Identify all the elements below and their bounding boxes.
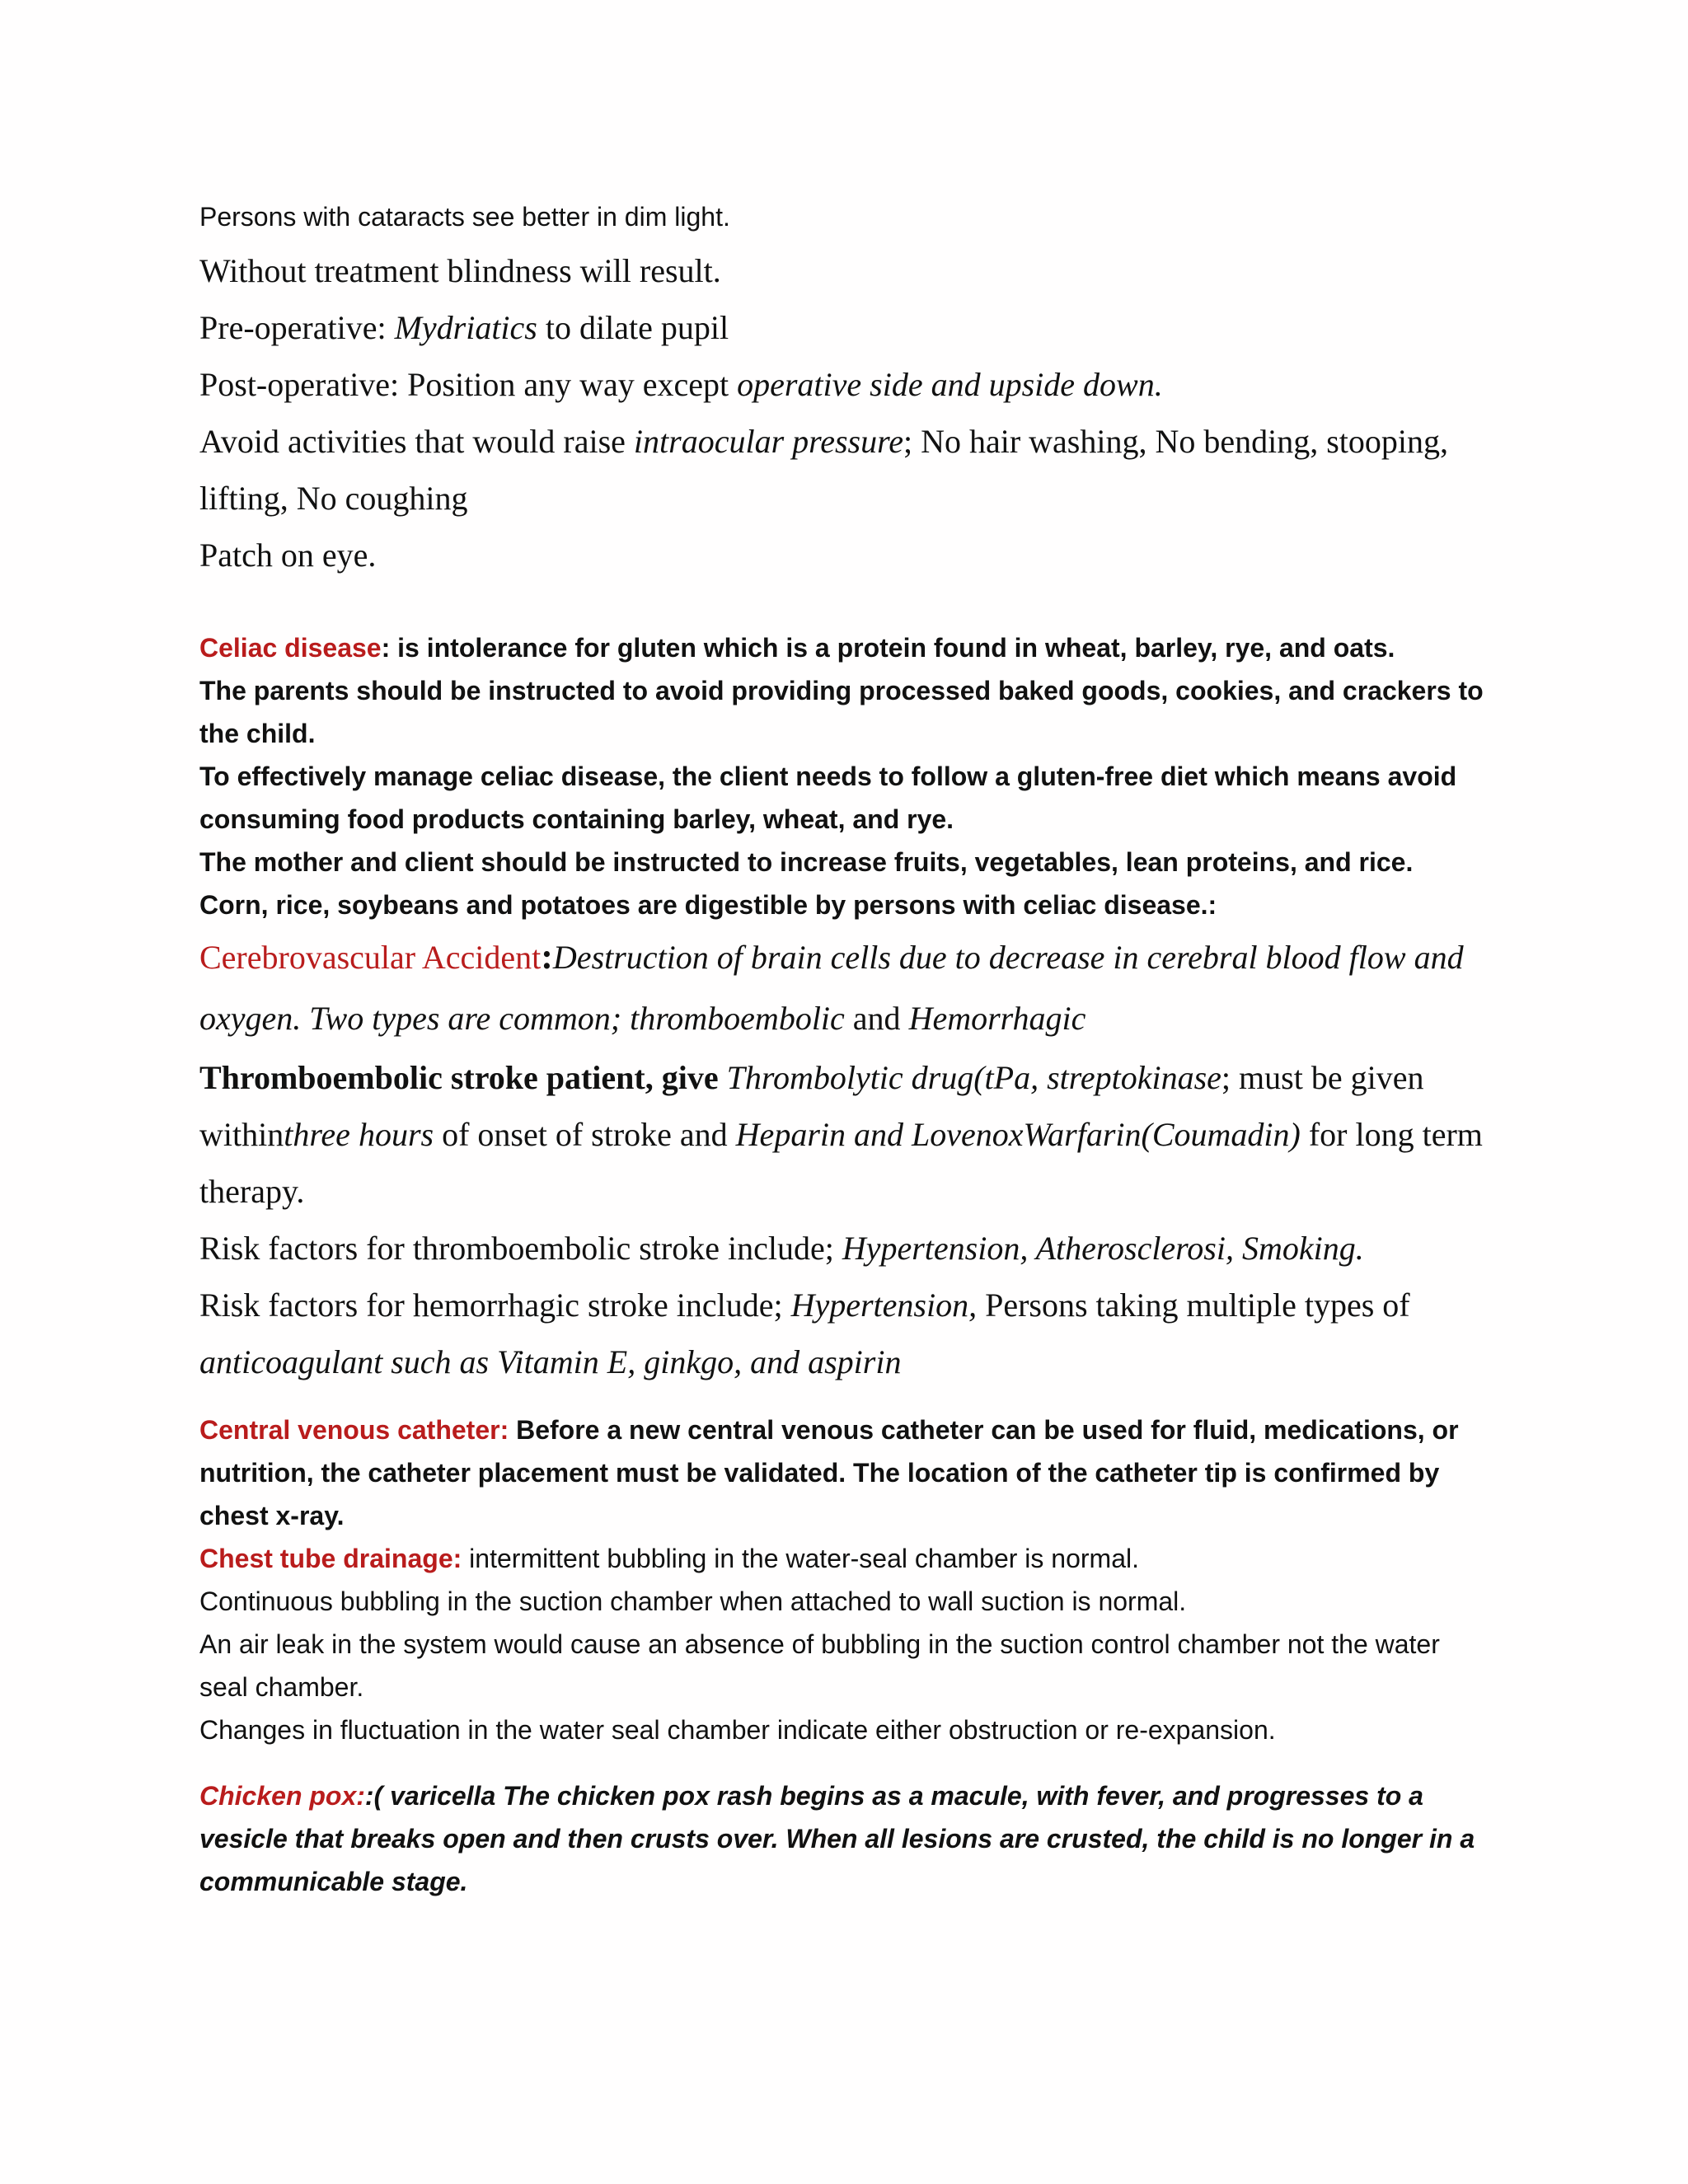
emphasis: Hemorrhagic bbox=[908, 1000, 1086, 1037]
text: An air leak in the system would cause an absence of bubbling in the suction control chamber not the water seal chamber. bbox=[199, 1629, 1440, 1702]
text: intermittent bubbling in the water-seal chamber is normal. bbox=[462, 1544, 1139, 1573]
text: and bbox=[844, 1000, 909, 1037]
text: for long term therapy. bbox=[199, 1116, 1483, 1210]
emphasis: operative side and upside down. bbox=[737, 366, 1163, 403]
thromboembolic-risk-factors bbox=[199, 1220, 1485, 1277]
section-heading: Central venous catheter: bbox=[199, 1415, 509, 1445]
preoperative-line bbox=[199, 299, 1485, 356]
section-heading: Chicken pox: bbox=[199, 1781, 365, 1811]
celiac-line-3 bbox=[199, 755, 1485, 841]
section-heading: Chest tube drainage: bbox=[199, 1544, 462, 1573]
text: ; No hair washing, No bending, stooping, lifting, No coughing bbox=[199, 423, 1449, 517]
text: Persons with cataracts see better in dim light. bbox=[199, 202, 730, 232]
text: Patch on eye. bbox=[199, 537, 377, 574]
text: Changes in fluctuation in the water seal chamber indicate either obstruction or re-expansion. bbox=[199, 1715, 1276, 1745]
text: ; must be given within bbox=[199, 1059, 1424, 1153]
patch-line bbox=[199, 527, 1485, 583]
text: : bbox=[541, 936, 553, 977]
emphasis: intraocular pressure bbox=[633, 423, 903, 460]
section-heading: Celiac disease bbox=[199, 633, 382, 663]
emphasis: Destruction of brain cells due to decrease in cerebral blood flow and oxygen. Two types are common; thromboembolic bbox=[199, 939, 1464, 1037]
avoid-activities-line bbox=[199, 413, 1485, 527]
chest-tube-line-4 bbox=[199, 1708, 1485, 1751]
text: Pre-operative: bbox=[199, 309, 395, 346]
text: Corn, rice, soybeans and potatoes are digestible by persons with celiac disease.: bbox=[199, 890, 1217, 920]
document-body bbox=[199, 191, 1485, 1903]
emphasis: three hours bbox=[284, 1116, 434, 1153]
drug-name: Heparin and LovenoxWarfarin(Coumadin) bbox=[735, 1116, 1301, 1153]
text: of onset of stroke and bbox=[434, 1116, 736, 1153]
text: The mother and client should be instructed to increase fruits, vegetables, lean proteins, and rice. bbox=[199, 847, 1414, 877]
text: The parents should be instructed to avoid providing processed baked goods, cookies, and crackers to the child. bbox=[199, 676, 1484, 748]
text: :( bbox=[364, 1781, 383, 1811]
celiac-line-4 bbox=[199, 841, 1485, 883]
cataracts-line-2 bbox=[199, 242, 1485, 299]
postoperative-line bbox=[199, 356, 1485, 413]
chicken-pox bbox=[199, 1774, 1485, 1903]
text: Before a new central venous catheter can be used for fluid, medications, or nutrition, the catheter placement must be validated. The location of the catheter tip is confirmed by chest x-ray. bbox=[199, 1415, 1459, 1530]
emphasis: Hypertension, Atherosclerosi, Smoking. bbox=[842, 1230, 1364, 1267]
text: Post-operative: Position any way except bbox=[199, 366, 738, 403]
section-heading: Cerebrovascular Accident bbox=[199, 939, 542, 976]
text: : bbox=[381, 633, 398, 663]
emphasis: anticoagulant such as Vitamin E, ginkgo, and aspirin bbox=[199, 1343, 902, 1380]
celiac-line-5 bbox=[199, 883, 1485, 926]
chest-tube-line-1 bbox=[199, 1537, 1485, 1580]
text: Risk factors for hemorrhagic stroke include; bbox=[199, 1286, 791, 1324]
thromboembolic-treatment bbox=[199, 1049, 1485, 1220]
text: Risk factors for thromboembolic stroke include; bbox=[199, 1230, 842, 1267]
emphasis: Hypertension, bbox=[790, 1286, 978, 1324]
cva-definition bbox=[199, 926, 1485, 1049]
text: Avoid activities that would raise bbox=[199, 423, 634, 460]
text: Without treatment blindness will result. bbox=[199, 252, 721, 289]
drug-name: Mydriatics bbox=[394, 309, 537, 346]
text: Persons taking multiple types of bbox=[977, 1286, 1410, 1324]
text: Continuous bubbling in the suction chamber when attached to wall suction is normal. bbox=[199, 1586, 1187, 1616]
celiac-definition bbox=[199, 626, 1485, 669]
text: To effectively manage celiac disease, the client needs to follow a gluten-free diet which means avoid consuming food products containing barley, wheat, and rye. bbox=[199, 762, 1457, 834]
text: is intolerance for gluten which is a protein found in wheat, barley, rye, and oats. bbox=[397, 633, 1395, 663]
central-venous-catheter bbox=[199, 1408, 1485, 1537]
text: Thromboembolic stroke patient, give bbox=[199, 1059, 727, 1096]
text: varicella The chicken pox rash begins as a macule, with fever, and progresses to a vesicle that breaks open and then crusts over. When all lesions are crusted, the child is no longer in a communicable stage. bbox=[199, 1781, 1475, 1896]
drug-name: Thrombolytic drug(tPa, streptokinase bbox=[726, 1059, 1221, 1096]
celiac-line-2 bbox=[199, 669, 1485, 755]
hemorrhagic-risk-factors bbox=[199, 1277, 1485, 1390]
chest-tube-line-3 bbox=[199, 1623, 1485, 1708]
text: to dilate pupil bbox=[537, 309, 729, 346]
cataracts-line-1 bbox=[199, 191, 1485, 242]
chest-tube-line-2 bbox=[199, 1580, 1485, 1623]
